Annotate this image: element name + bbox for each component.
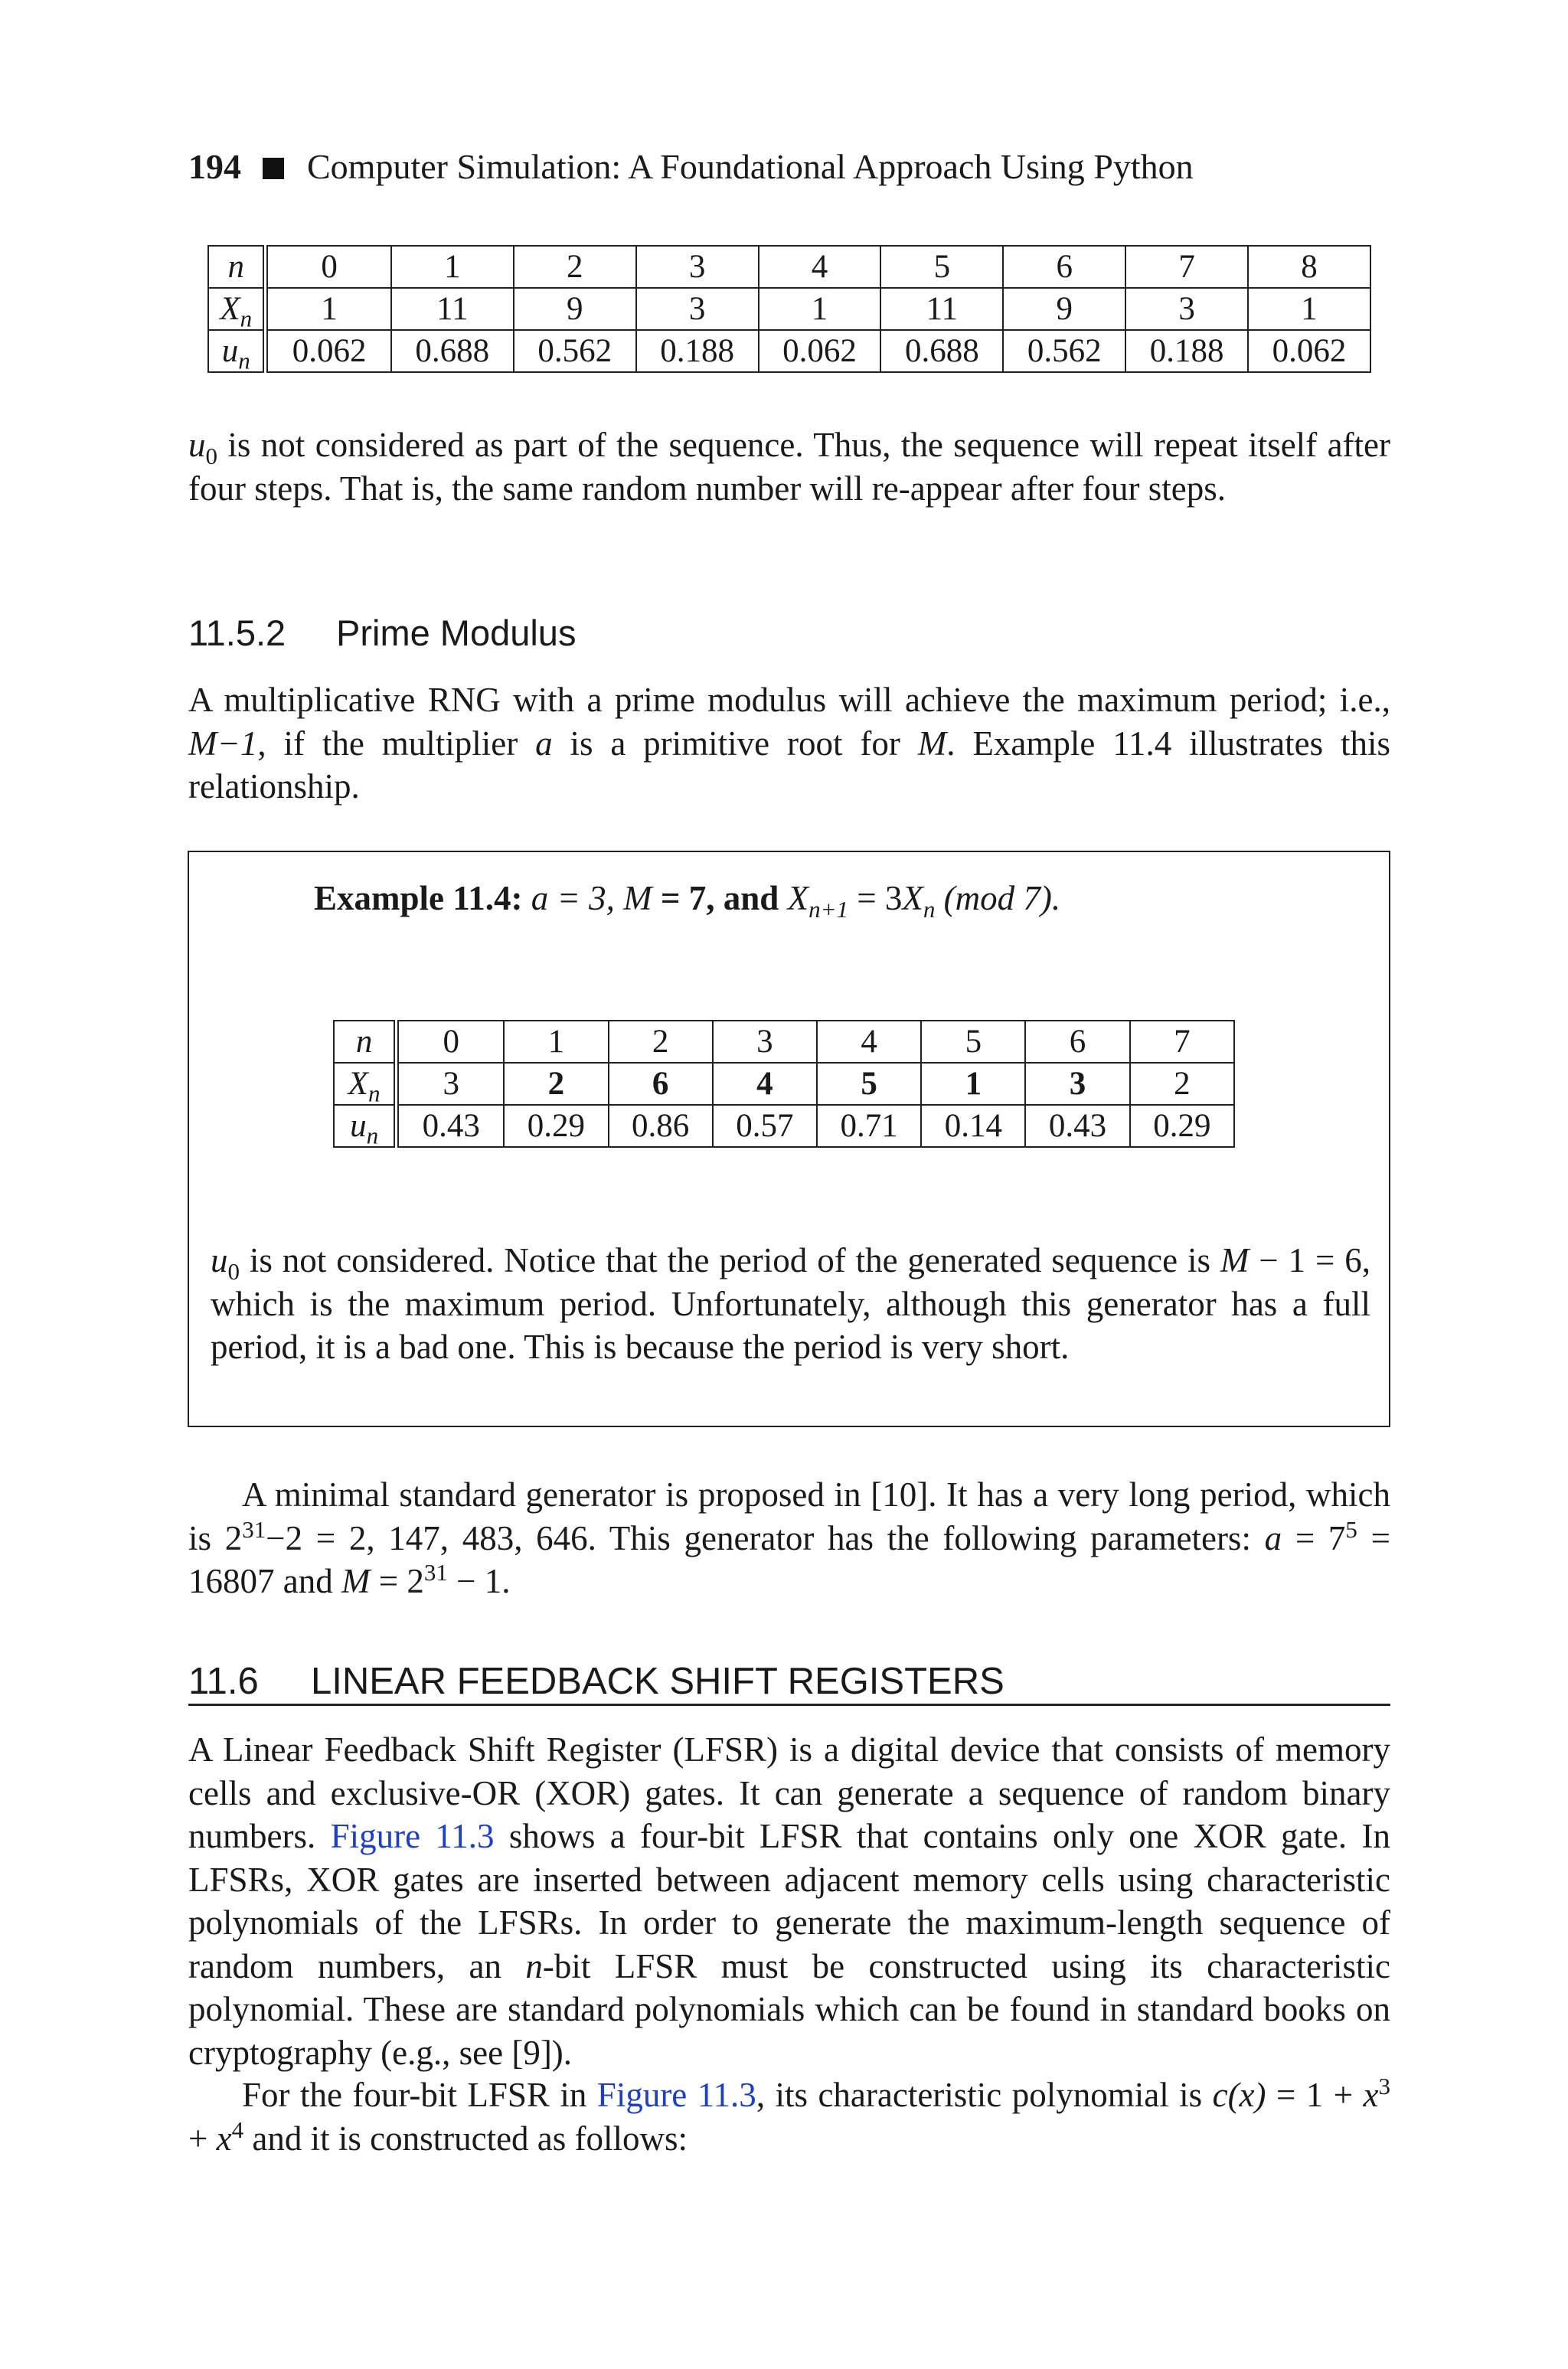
table-cell: 1: [759, 288, 881, 330]
text-segment: = 2: [370, 1562, 424, 1600]
symbol-m: M: [341, 1562, 371, 1600]
table-cell: 1: [504, 1021, 608, 1063]
text-segment: is a primitive root for: [552, 724, 918, 763]
table-cell: 3: [636, 288, 759, 330]
row-label: $u_n$: [208, 330, 266, 372]
paragraph-text: is not considered as part of the sequence. Thus, the sequence will repeat itself after four steps. That is, the same random number will re-appear after four steps.: [188, 426, 1390, 508]
table-cell: 1: [391, 246, 514, 288]
math-m-minus-1: M−1: [188, 724, 258, 763]
section-number: 11.5.2: [188, 613, 286, 653]
table-cell: 6: [609, 1063, 713, 1105]
table-cell: 5: [921, 1021, 1025, 1063]
table-row: [334, 1021, 1234, 1063]
table-row: [208, 246, 1370, 288]
table-cell: 0.062: [266, 330, 391, 372]
superscript-31: 31: [423, 1559, 448, 1586]
symbol-x: X: [787, 879, 809, 917]
text-segment: a = 3,: [522, 879, 624, 917]
table-cell: 1: [266, 288, 391, 330]
symbol-u: u: [211, 1241, 228, 1279]
header-square-icon: [263, 158, 284, 179]
paragraph-char-poly: [188, 2073, 1390, 2160]
table-cell: 0.562: [1003, 330, 1125, 372]
symbol-n: n: [525, 1946, 543, 1985]
text-segment: = 3: [848, 879, 903, 917]
row-label: $u_n$: [334, 1105, 397, 1147]
table-cell: 7: [1125, 246, 1248, 288]
table-cell: 0.688: [880, 330, 1003, 372]
table-cell: 2: [514, 246, 636, 288]
text-segment: A multiplicative RNG with a prime modulus will achieve the maximum period; i.e.,: [188, 681, 1390, 719]
table-cell: 6: [1025, 1021, 1129, 1063]
row-label: $X_n$: [334, 1063, 397, 1105]
table-cell: 0.43: [397, 1105, 505, 1147]
table-cell: 2: [1130, 1063, 1234, 1105]
symbol-a: a: [535, 724, 553, 763]
row-label: n: [208, 246, 266, 288]
row-label: $X_n$: [208, 288, 266, 330]
symbol-m: M: [1220, 1241, 1250, 1279]
table-cell: 0.062: [759, 330, 881, 372]
text-segment: = 16807 and: [188, 1518, 1390, 1600]
symbol-a: a: [1264, 1518, 1282, 1557]
table-row: [334, 1063, 1234, 1105]
section-heading-11-6: [188, 1658, 1004, 1705]
table-cell: 0.688: [391, 330, 514, 372]
paragraph-lfsr: [188, 1728, 1390, 2074]
table-cell: 0.43: [1025, 1105, 1129, 1147]
section-rule: [188, 1704, 1390, 1706]
table-cell: 4: [817, 1021, 921, 1063]
text-segment: and it is constructed as follows:: [243, 2119, 688, 2158]
symbol-m: M: [917, 724, 947, 763]
text-segment: = 1 +: [1266, 2076, 1364, 2114]
text-segment: . Example 11.4 illustrates this relationship.: [188, 724, 1391, 805]
section-number: 11.6: [188, 1661, 259, 1702]
text-segment: For the four-bit LFSR in: [242, 2076, 597, 2114]
table-cell: 1: [921, 1063, 1025, 1105]
table-cell: 0.86: [609, 1105, 713, 1147]
section-title: LINEAR FEEDBACK SHIFT REGISTERS: [311, 1661, 1004, 1702]
text-segment: − 1 = 6, which is the maximum period. Unfortunately, although this generator has a full period, it is a bad one. This is because the period is very short.: [211, 1241, 1370, 1366]
table-cell: 0.14: [921, 1105, 1025, 1147]
paragraph-u0-note: [188, 423, 1390, 510]
table-cell: 4: [713, 1063, 817, 1105]
table-cell: 7: [1130, 1021, 1234, 1063]
book-title: Computer Simulation: A Foundational Approach Using Python: [307, 147, 1194, 186]
subscript-n1: n+1: [808, 896, 849, 923]
paragraph-prime-modulus: [188, 678, 1390, 809]
sequence-table-1: [207, 245, 1371, 373]
table-cell: 0: [266, 246, 391, 288]
superscript-5: 5: [1345, 1515, 1357, 1543]
table-cell: 2: [609, 1021, 713, 1063]
table-cell: 0.29: [1130, 1105, 1234, 1147]
table-cell: 3: [1025, 1063, 1129, 1105]
example-label: Example 11.4:: [314, 879, 523, 917]
table-cell: 3: [1125, 288, 1248, 330]
table-cell: 0.188: [1125, 330, 1248, 372]
text-segment: -bit LFSR must be constructed using its characteristic polynomial. These are standard polynomials which can be found in standard books on cryptography (e.g., see [9]).: [188, 1946, 1390, 2072]
text-segment: − 1.: [447, 1562, 511, 1600]
subscript-0: 0: [227, 1258, 240, 1285]
table-cell: 11: [880, 288, 1003, 330]
section-title: Prime Modulus: [336, 613, 577, 653]
table-cell: 3: [397, 1063, 505, 1105]
superscript-3: 3: [1378, 2073, 1390, 2099]
figure-link[interactable]: Figure 11.3: [330, 1817, 495, 1855]
table-cell: 6: [1003, 246, 1125, 288]
table-cell: 0.562: [514, 330, 636, 372]
table-cell: 8: [1248, 246, 1370, 288]
table-cell: 0: [397, 1021, 505, 1063]
subscript-0: 0: [205, 443, 217, 469]
table-cell: 9: [1003, 288, 1125, 330]
table-cell: 0.57: [713, 1105, 817, 1147]
paragraph-minimal-standard: [188, 1473, 1390, 1603]
table-cell: 3: [713, 1021, 817, 1063]
table-cell: 0.188: [636, 330, 759, 372]
symbol-u: u: [188, 426, 206, 464]
table-row: [334, 1105, 1234, 1147]
text-segment: shows a four-bit LFSR that contains only one XOR gate. In LFSRs, XOR gates are inserted between adjacent memory cells using characteristic polynomials of the LFSRs. In order to generate the maximum-length sequence of random numbers, an: [188, 1817, 1390, 1985]
text-segment: = 7, and: [652, 879, 788, 917]
text-segment: is not considered. Notice that the period of the generated sequence is: [240, 1241, 1220, 1279]
symbol-x: x: [1363, 2076, 1379, 2114]
table-row: [208, 288, 1370, 330]
text-segment: A minimal standard generator is proposed in [10]. It has a very long period, which is 2: [188, 1475, 1390, 1557]
text-segment: , its characteristic polynomial is: [756, 2076, 1213, 2114]
table-cell: 5: [880, 246, 1003, 288]
sequence-table-2: [333, 1020, 1235, 1148]
text-segment: A Linear Feedback Shift Register (LFSR) is a digital device that consists of memory cells and exclusive-OR (XOR) gates. It can generate a sequence of random binary numbers.: [188, 1730, 1390, 1855]
running-header: [188, 144, 1390, 190]
example-note: [211, 1239, 1370, 1369]
table-cell: 0.062: [1248, 330, 1370, 372]
section-heading-11-5-2: [188, 610, 576, 656]
symbol-x: X: [902, 879, 923, 917]
text-segment: = 7: [1282, 1518, 1346, 1557]
superscript-4: 4: [231, 2116, 244, 2143]
superscript-31: 31: [242, 1515, 266, 1543]
symbol-x: x: [216, 2119, 232, 2158]
table-cell: 9: [514, 288, 636, 330]
text-segment: , if the multiplier: [257, 724, 536, 763]
subscript-n: n: [923, 896, 936, 923]
text-segment: −2 = 2, 147, 483, 646. This generator has the following parameters:: [266, 1518, 1265, 1557]
math-cx: c(x): [1212, 2076, 1266, 2114]
figure-link[interactable]: Figure 11.3: [596, 2076, 756, 2114]
table-cell: 2: [504, 1063, 608, 1105]
row-label: n: [334, 1021, 397, 1063]
table-cell: 5: [817, 1063, 921, 1105]
symbol-m: M: [623, 879, 652, 917]
table-cell: 3: [636, 246, 759, 288]
text-segment: (mod 7).: [935, 879, 1061, 917]
table-cell: 4: [759, 246, 881, 288]
table-cell: 0.71: [817, 1105, 921, 1147]
table-row: [208, 330, 1370, 372]
table-cell: 1: [1248, 288, 1370, 330]
example-title: [314, 875, 1060, 921]
text-segment: +: [188, 2119, 217, 2158]
page-number: 194: [188, 147, 241, 186]
table-cell: 11: [391, 288, 514, 330]
table-cell: 0.29: [504, 1105, 608, 1147]
